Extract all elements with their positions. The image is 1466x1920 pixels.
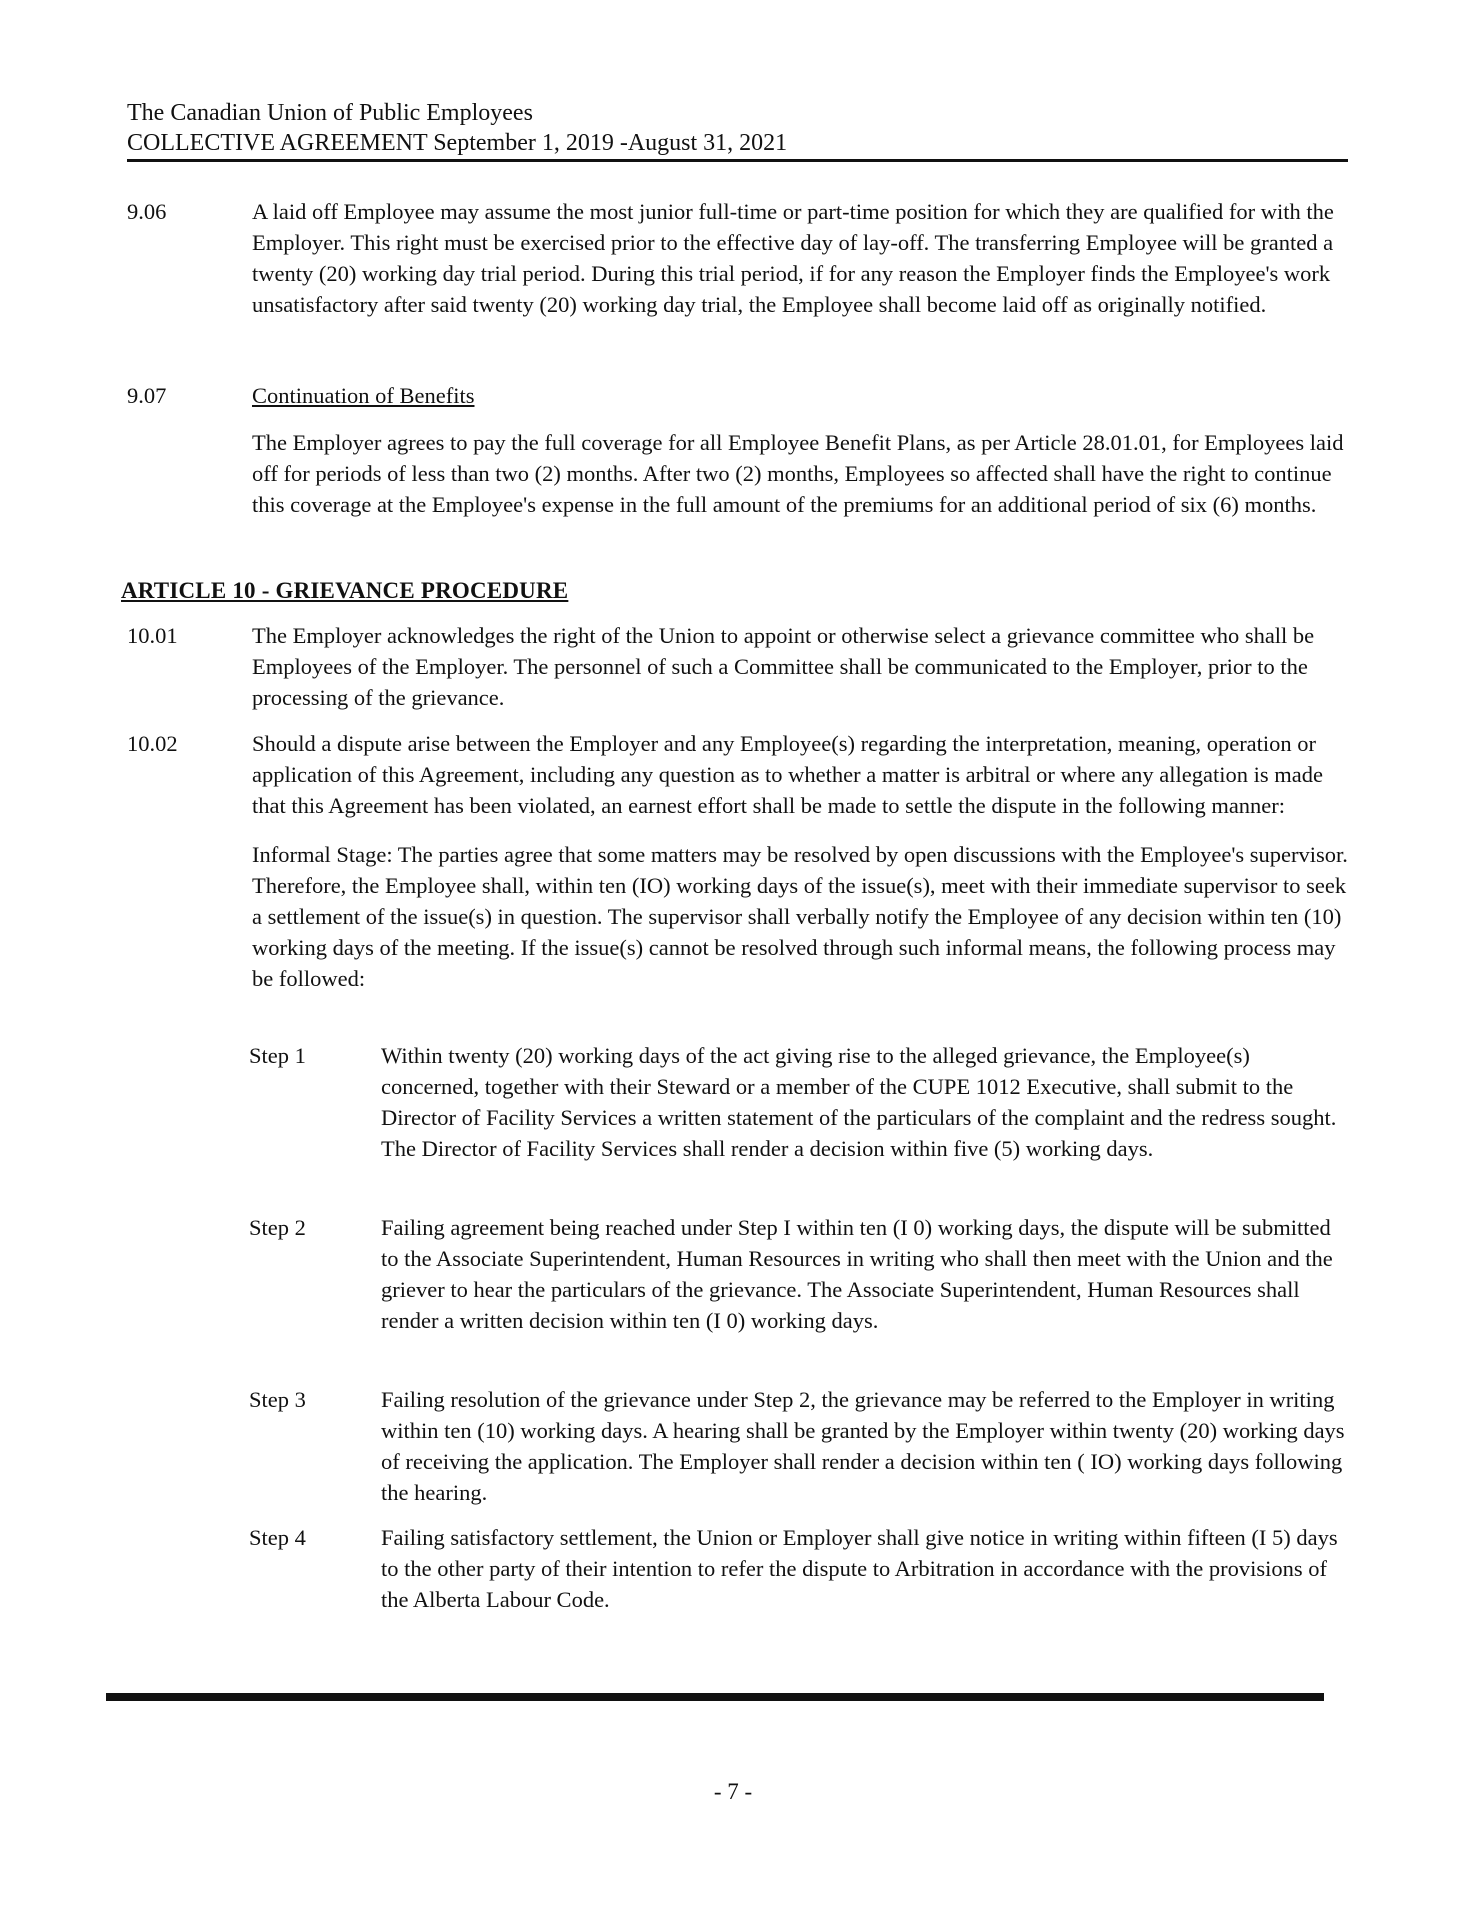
step-label: Step 4 — [249, 1525, 306, 1550]
grievance-step — [249, 1384, 1349, 1508]
grievance-step — [249, 1212, 1349, 1336]
page-header — [127, 98, 1327, 158]
step-label: Step 2 — [249, 1215, 306, 1240]
clause-number: 10.01 — [127, 623, 178, 648]
clause-number: 10.02 — [127, 731, 178, 756]
clause-text: The Employer acknowledges the right of the Union to appoint or otherwise select a grievance committee who shall be Employees of the Employer. The personnel of such a Committee shall be communicated to the Employer, prior to the processing of the grievance. — [252, 623, 1315, 710]
clause-10-01 — [127, 620, 1348, 713]
grievance-step — [249, 1522, 1349, 1615]
page-number: - 7 - — [713, 1779, 753, 1804]
clause-heading: Continuation of Benefits — [252, 383, 475, 408]
clause-9-06 — [127, 196, 1348, 320]
clause-number: 9.06 — [127, 199, 167, 224]
footer-divider — [106, 1693, 1324, 1701]
step-text: Failing resolution of the grievance under Step 2, the grievance may be referred to the Employer in writing within ten (10) working days. A hearing shall be granted by the Employer within twenty (20) working days of receiving the application. The Employer shall render a decision within ten ( IO) working days following the hearing. — [381, 1387, 1345, 1505]
step-label: Step 3 — [249, 1387, 306, 1412]
step-text: Failing satisfactory settlement, the Union or Employer shall give notice in writing within fifteen (I 5) days to the other party of their intention to refer the dispute to Arbitration in accordance with the provisions of the Alberta Labour Code. — [381, 1525, 1338, 1612]
clause-9-07 — [127, 380, 1348, 520]
header-divider — [127, 159, 1348, 162]
clause-10-02 — [127, 728, 1348, 994]
step-label: Step 1 — [249, 1043, 306, 1068]
clause-text: The Employer agrees to pay the full coverage for all Employee Benefit Plans, as per Article 28.01.01, for Employees laid off for periods of less than two (2) months. After two (2) months, Employees so affected shall have the right to continue this coverage at the Employee's expense in the full amount of the premiums for an additional period of six (6) months. — [252, 430, 1344, 517]
grievance-step — [249, 1040, 1349, 1164]
step-text: Failing agreement being reached under Step I within ten (I 0) working days, the dispute will be submitted to the Associate Superintendent, Human Resources in writing who shall then meet with the Union and the griever to hear the particulars of the grievance. The Associate Superintendent, Human Resources shall render a written decision within ten (I 0) working days. — [381, 1215, 1333, 1333]
article-heading: ARTICLE 10 - GRIEVANCE PROCEDURE — [121, 578, 569, 603]
clause-number: 9.07 — [127, 383, 167, 408]
header-organization: The Canadian Union of Public Employees — [127, 100, 533, 126]
header-agreement-title: COLLECTIVE AGREEMENT September 1, 2019 -August 31, 2021 — [127, 130, 788, 156]
informal-stage-text: Informal Stage: The parties agree that some matters may be resolved by open discussions with the Employee's supervisor. Therefore, the Employee shall, within ten (IO) working days of the issue(s), meet with their immediate supervisor to seek a settlement of the issue(s) in question. The supervisor shall verbally notify the Employee of any decision within ten (10) working days of the meeting. If the issue(s) cannot be resolved through such informal means, the following process may be followed: — [252, 842, 1348, 991]
step-text: Within twenty (20) working days of the act giving rise to the alleged grievance, the Employee(s) concerned, together with their Steward or a member of the CUPE 1012 Executive, shall submit to the Director of Facility Services a written statement of the particulars of the complaint and the redress sought. The Director of Facility Services shall render a decision within five (5) working days. — [381, 1043, 1337, 1161]
clause-text: A laid off Employee may assume the most junior full-time or part-time position for which they are qualified for with the Employer. This right must be exercised prior to the effective day of lay-off. The transferring Employee will be granted a twenty (20) working day trial period. During this trial period, if for any reason the Employer finds the Employee's work unsatisfactory after said twenty (20) working day trial, the Employee shall become laid off as originally notified. — [252, 199, 1334, 317]
clause-text: Should a dispute arise between the Employer and any Employee(s) regarding the interpretation, meaning, operation or application of this Agreement, including any question as to whether a matter is arbitral or where any allegation is made that this Agreement has been violated, an earnest effort shall be made to settle the dispute in the following manner: — [252, 731, 1323, 818]
